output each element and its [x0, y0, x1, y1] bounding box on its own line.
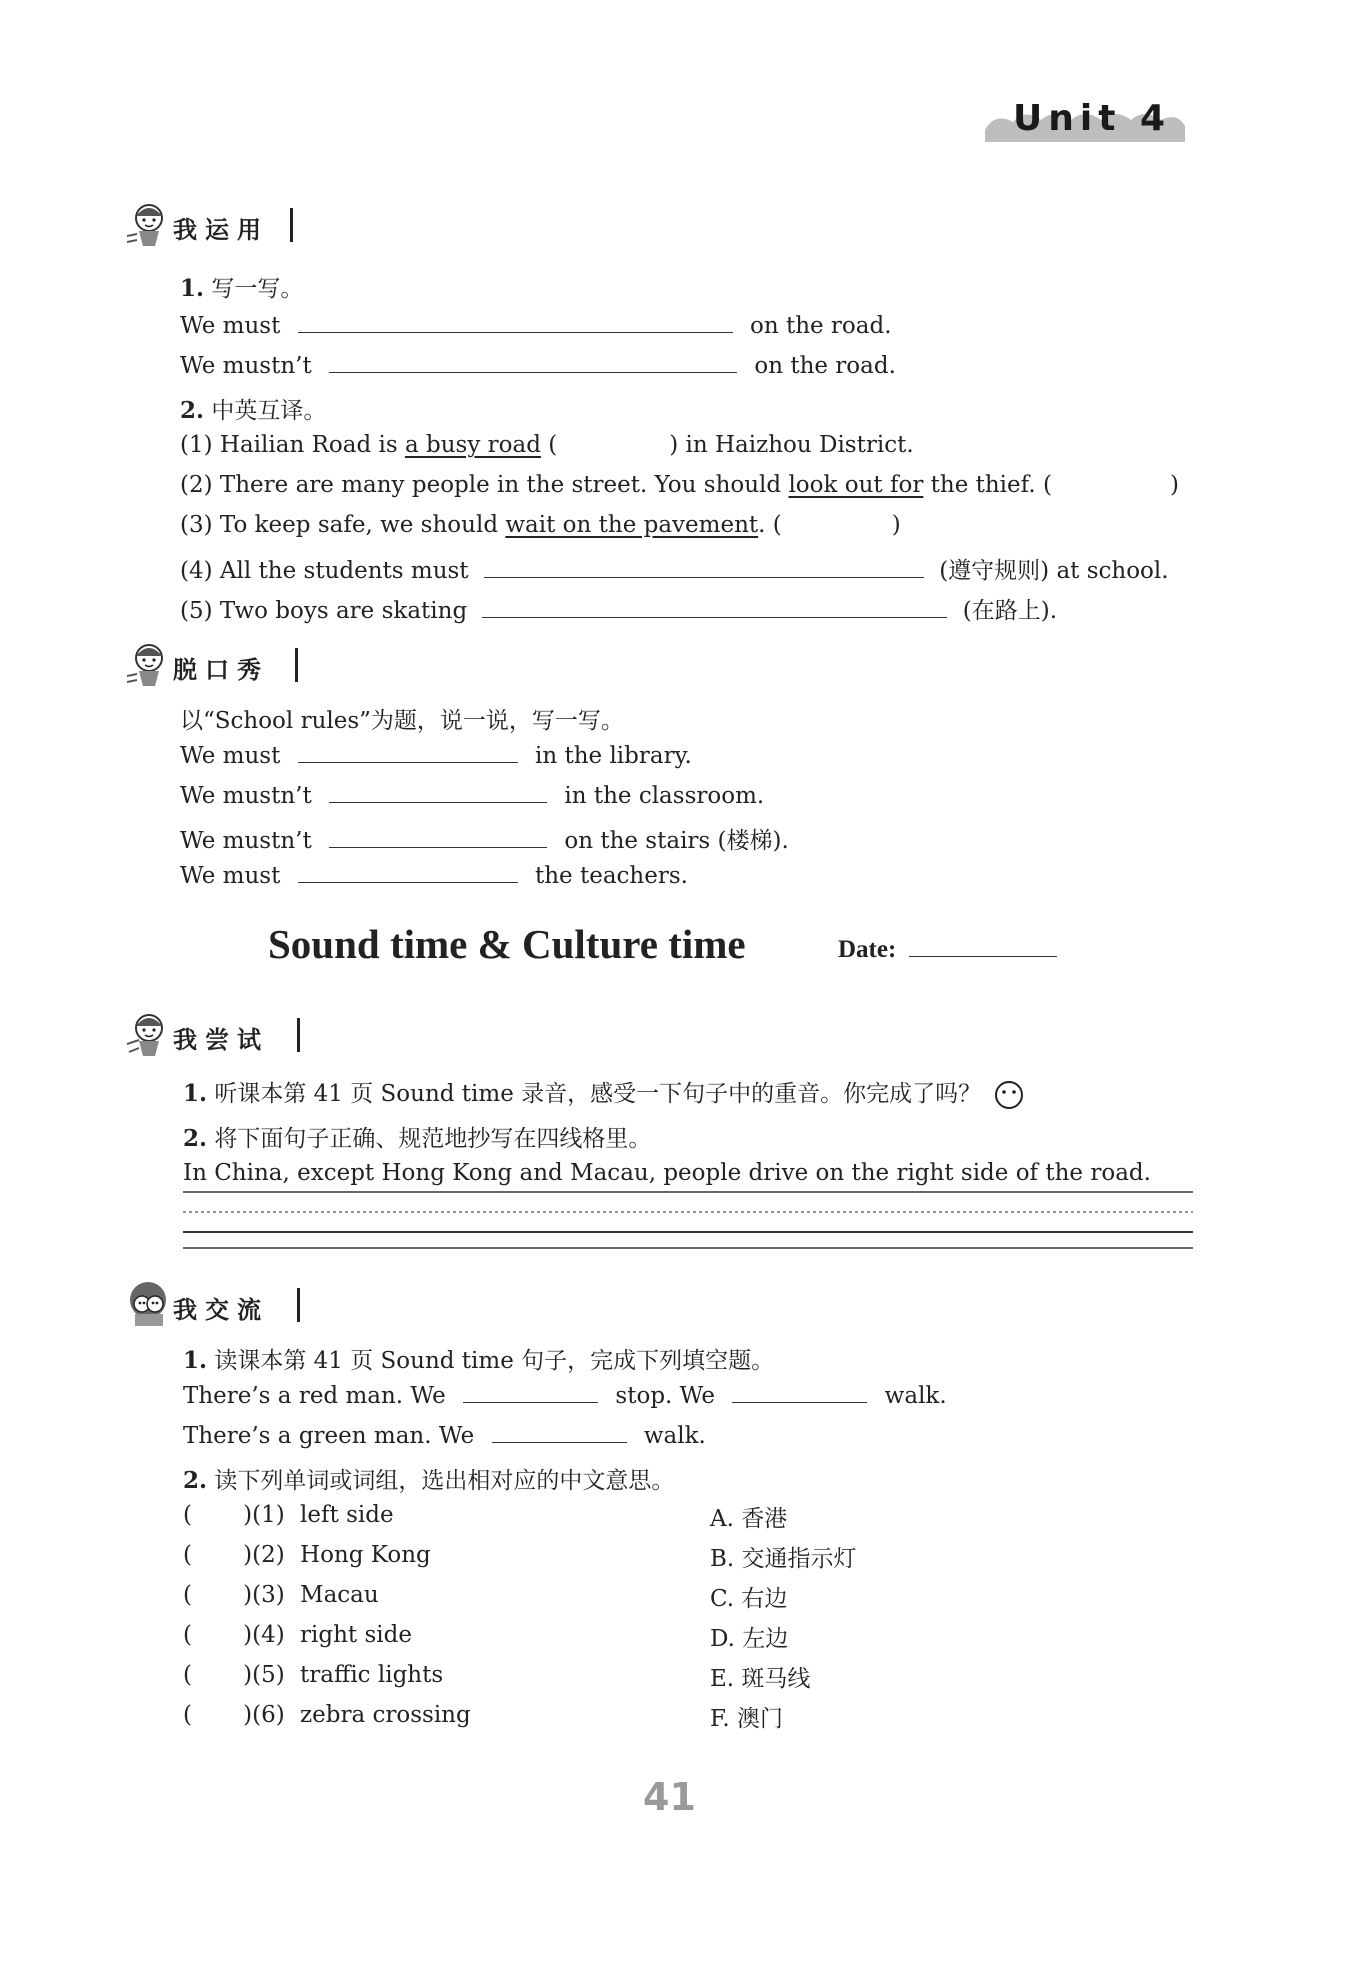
- match-row: ( )(2) Hong Kong: [183, 1542, 431, 1568]
- answer-bracket[interactable]: (: [183, 1622, 244, 1648]
- section-title: 脱口秀: [173, 656, 269, 684]
- question-1-communicate: 1. 读课本第 41 页 Sound time 句子，完成下列填空题。: [183, 1347, 775, 1374]
- answer-blank[interactable]: [298, 312, 733, 333]
- answer-blank[interactable]: [463, 1382, 598, 1403]
- answer-blank[interactable]: [492, 1422, 627, 1443]
- translate-item-5: (5) Two boys are skating (在路上).: [180, 598, 1058, 624]
- answer-blank[interactable]: [482, 597, 947, 618]
- fill-line: We mustn’t in the classroom.: [180, 783, 765, 809]
- unit-title: Unit 4: [1013, 98, 1171, 139]
- title-divider: [290, 208, 293, 242]
- four-line-grid[interactable]: [183, 1190, 1193, 1252]
- section-header-try: [125, 1010, 305, 1060]
- match-option: D. 左边: [710, 1626, 789, 1652]
- match-option: F. 澳门: [710, 1706, 783, 1732]
- match-option: E. 斑马线: [710, 1666, 811, 1692]
- section-title: 我交流: [173, 1296, 269, 1324]
- fill-line-red-man: There’s a red man. We stop. We walk.: [183, 1383, 947, 1409]
- match-option: C. 右边: [710, 1586, 788, 1612]
- answer-blank[interactable]: [329, 782, 547, 803]
- section-header-communicate: [125, 1280, 305, 1330]
- fill-line: We must in the library.: [180, 743, 692, 769]
- kids-mascot-icon: [125, 1280, 171, 1328]
- match-row: ( )(3) Macau: [183, 1582, 379, 1608]
- date-label: Date:: [838, 936, 1057, 964]
- translate-item-1: (1) Hailian Road is a busy road ( ) in Haizhou District.: [180, 432, 914, 458]
- match-row: ( )(4) right side: [183, 1622, 412, 1648]
- answer-blank[interactable]: [484, 557, 924, 578]
- section-header-talk-show: [125, 640, 305, 690]
- answer-bracket[interactable]: (: [183, 1702, 244, 1728]
- title-divider: [297, 1018, 300, 1052]
- section-title: 我尝试: [173, 1026, 269, 1054]
- unit-banner: [985, 96, 1185, 148]
- fill-line: We must the teachers.: [180, 863, 688, 889]
- match-option: A. 香港: [710, 1506, 788, 1532]
- page-number: 41: [643, 1775, 696, 1819]
- title-divider: [295, 648, 298, 682]
- copy-sentence: In China, except Hong Kong and Macau, people drive on the right side of the road.: [183, 1160, 1151, 1186]
- question-1-try: 1. 听课本第 41 页 Sound time 录音，感受一下句子中的重音。你完成了吗？: [183, 1075, 1024, 1110]
- question-2-apply: 2. 中英互译。: [180, 397, 327, 424]
- translate-item-2: (2) There are many people in the street. You should look out for the thief. ( ): [180, 472, 1179, 498]
- smiley-face-icon[interactable]: [994, 1080, 1024, 1110]
- answer-blank[interactable]: [298, 742, 518, 763]
- match-option: B. 交通指示灯: [710, 1546, 857, 1572]
- fill-line: We mustn’t on the road.: [180, 353, 896, 379]
- answer-blank[interactable]: [329, 827, 547, 848]
- answer-blank[interactable]: [329, 352, 737, 373]
- translate-item-3: (3) To keep safe, we should wait on the pavement. ( ): [180, 512, 901, 538]
- fill-line-green-man: There’s a green man. We walk.: [183, 1423, 706, 1449]
- girl-mascot-icon: [125, 200, 171, 248]
- question-2-communicate: 2. 读下列单词或词组，选出相对应的中文意思。: [183, 1467, 675, 1494]
- section-header-apply: [125, 200, 305, 250]
- girl-mascot-icon: [125, 1010, 171, 1058]
- answer-bracket[interactable]: (: [183, 1662, 244, 1688]
- answer-blank[interactable]: [732, 1382, 867, 1403]
- match-row: ( )(6) zebra crossing: [183, 1702, 471, 1728]
- match-row: ( )(1) left side: [183, 1502, 394, 1528]
- answer-bracket[interactable]: (: [183, 1502, 244, 1528]
- section-title: 我运用: [173, 216, 269, 244]
- page-heading: Sound time & Culture time: [268, 921, 746, 967]
- answer-bracket[interactable]: (: [183, 1542, 244, 1568]
- question-2-try: 2. 将下面句子正确、规范地抄写在四线格里。: [183, 1125, 652, 1152]
- question-1-apply: 1. 写一写。: [180, 275, 304, 302]
- title-divider: [297, 1288, 300, 1322]
- date-blank[interactable]: [909, 938, 1057, 957]
- match-row: ( )(5) traffic lights: [183, 1662, 444, 1688]
- fill-line: We must on the road.: [180, 313, 892, 339]
- fill-line: We mustn’t on the stairs (楼梯).: [180, 828, 789, 854]
- girl-mascot-icon: [125, 640, 171, 688]
- answer-blank[interactable]: [298, 862, 518, 883]
- talk-show-prompt: 以“School rules”为题，说一说，写一写。: [180, 708, 624, 734]
- translate-item-4: (4) All the students must (遵守规则) at school.: [180, 558, 1169, 584]
- answer-bracket[interactable]: (: [183, 1582, 244, 1608]
